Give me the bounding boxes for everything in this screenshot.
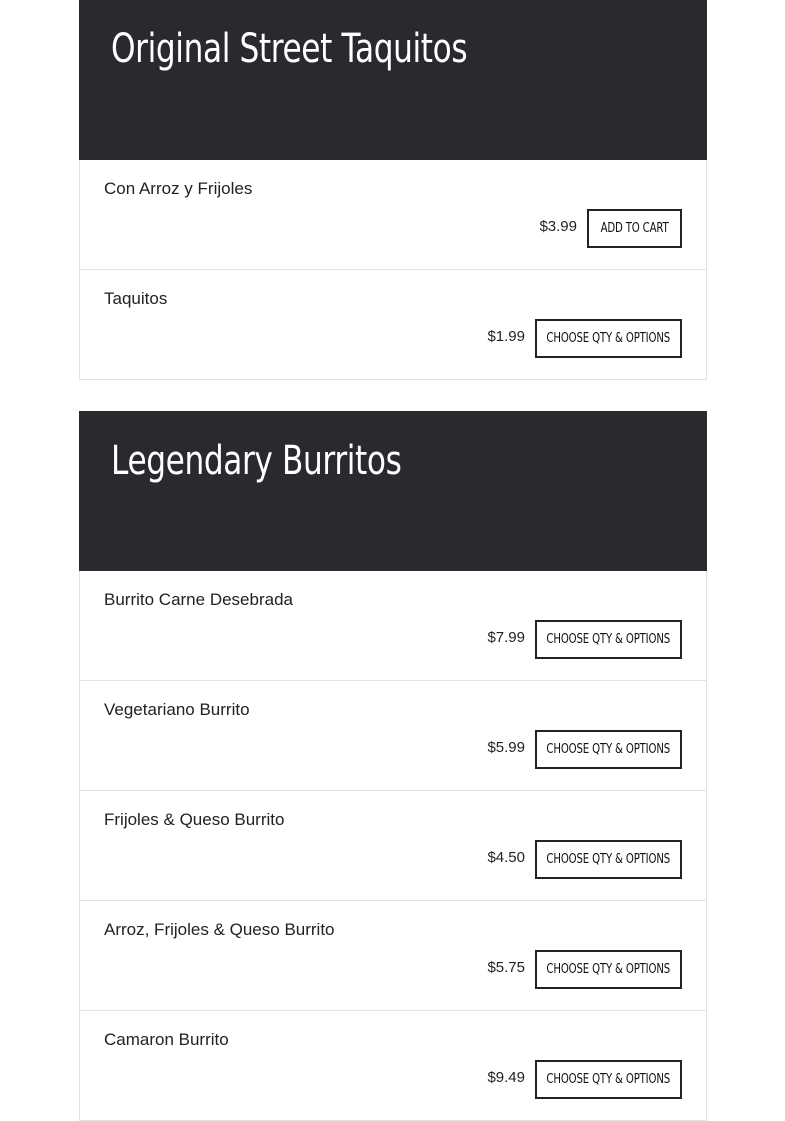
item-price: $1.99	[487, 328, 525, 345]
item-name: Camaron Burrito	[104, 1030, 229, 1049]
section-title: Original Street Taquitos	[111, 26, 468, 72]
section-header	[79, 0, 707, 160]
choose-options-button[interactable]: CHOOSE QTY & OPTIONS	[535, 950, 682, 989]
choose-options-button[interactable]: CHOOSE QTY & OPTIONS	[535, 319, 682, 358]
item-price: $5.75	[487, 959, 525, 976]
menu-section-burritos	[79, 411, 707, 1121]
choose-options-button[interactable]: CHOOSE QTY & OPTIONS	[535, 1060, 682, 1099]
choose-options-button[interactable]: CHOOSE QTY & OPTIONS	[535, 620, 682, 659]
choose-options-button[interactable]: CHOOSE QTY & OPTIONS	[535, 840, 682, 879]
item-name: Burrito Carne Desebrada	[104, 590, 293, 609]
menu-item	[79, 571, 707, 681]
section-header	[79, 411, 707, 571]
item-price: $5.99	[487, 739, 525, 756]
menu-item	[79, 160, 707, 270]
menu-item	[79, 1011, 707, 1121]
item-name: Arroz, Frijoles & Queso Burrito	[104, 920, 335, 939]
menu-item	[79, 270, 707, 380]
menu-item	[79, 791, 707, 901]
item-name: Vegetariano Burrito	[104, 700, 250, 719]
item-price: $3.99	[539, 218, 577, 235]
add-to-cart-button[interactable]: ADD TO CART	[587, 209, 682, 248]
item-name: Taquitos	[104, 289, 168, 308]
menu-item	[79, 681, 707, 791]
section-title: Legendary Burritos	[111, 438, 402, 484]
menu-section-taquitos	[79, 0, 707, 380]
menu-item	[79, 901, 707, 1011]
item-name: Con Arroz y Frijoles	[104, 179, 253, 198]
choose-options-button[interactable]: CHOOSE QTY & OPTIONS	[535, 730, 682, 769]
item-price: $9.49	[487, 1069, 525, 1086]
item-name: Frijoles & Queso Burrito	[104, 810, 285, 829]
item-price: $7.99	[487, 629, 525, 646]
item-price: $4.50	[487, 849, 525, 866]
